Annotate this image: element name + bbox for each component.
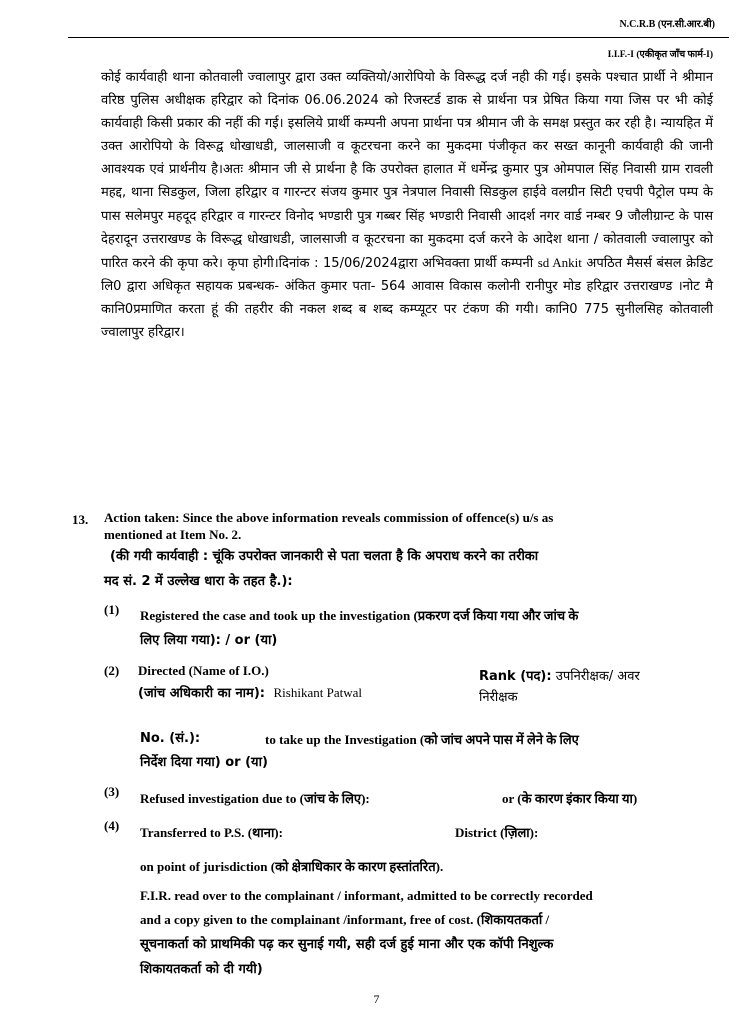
item-3-or: or (के कारण इंकार किया या): [502, 791, 638, 806]
section-number: 13.: [72, 512, 89, 527]
item-2-number: (2): [104, 663, 120, 678]
item-2-directed-hi: [138, 683, 362, 701]
no-label: No. (सं.):: [140, 731, 201, 746]
section-title-line2: mentioned at Item No. 2.: [104, 527, 242, 542]
header-form: I.I.F.-I (एकीकृत जाँच फार्म-I): [607, 50, 713, 60]
section-hindi-line1: (की गयी कार्यवाही : चूंकि उपरोक्त जानकारी से पता चलता है कि अपराध करने का तरीका: [110, 549, 539, 564]
investigation-line1: to take up the Investigation (को जांच अपने पास में लेने के लिए: [265, 732, 579, 747]
narrative-text-2: अपठित मैसर्स बंसल क्रेडिट लि0 द्वारा अधिकृत सहायक प्रबन्धक- अंकित कुमार पता- 564 आवास विकास कलोनी रानीपुर मोड हरिद्वार उत्तराखण्ड ।नोट मै कानि0प्रमाणित करता हूं की तहरीर की नकल शब्द ब शब्द कम्प्यूटर पर टंकण की गयी। कानि0 775 सुनीलसिह कोतवाली ज्वालापुर हरिद्वार।: [101, 255, 713, 341]
investigation-line2: निर्देश दिया गया) or (या): [140, 755, 268, 770]
fir-line1: F.I.R. read over to the complainant / informant, admitted to be correctly recorded: [140, 888, 593, 903]
header-rule: [68, 37, 729, 38]
item-2-directed: Directed (Name of I.O.): [138, 663, 269, 678]
io-label: (जांच अधिकारी का नाम):: [138, 686, 265, 701]
fir-line2: and a copy given to the complainant /informant, free of cost. (शिकायतकर्ता /: [140, 912, 550, 927]
item-1-line1: Registered the case and took up the investigation (प्रकरण दर्ज किया गया और जांच के: [140, 608, 579, 623]
item-1-number: (1): [104, 602, 120, 617]
signatory: sd Ankit: [537, 254, 582, 270]
item-4-district: District (ज़िला):: [455, 825, 539, 840]
rank-block: [479, 666, 640, 708]
item-4-jurisdiction: on point of jurisdiction (को क्षेत्राधिकार के कारण हस्तांतरित).: [140, 859, 444, 874]
rank-value-2: निरीक्षक: [479, 690, 518, 705]
item-1-line2: लिए लिया गया): / or (या): [140, 633, 278, 648]
rank-label: Rank (पद):: [479, 669, 552, 684]
item-3-refused: Refused investigation due to (जांच के लिए):: [140, 791, 370, 806]
item-4-transferred: Transferred to P.S. (थाना):: [140, 825, 283, 840]
rank-value-1: उपनिरीक्षक/ अवर: [555, 669, 640, 684]
section-title-line1: Action taken: Since the above information reveals commission of offence(s) u/s as: [104, 510, 554, 525]
item-4-number: (4): [104, 818, 120, 833]
item-3-number: (3): [104, 784, 120, 799]
fir-line4: शिकायतकर्ता को दी गयी): [140, 962, 263, 977]
io-name: Rishikant Patwal: [273, 685, 362, 700]
header-org: N.C.R.B (एन.सी.आर.बी): [619, 19, 715, 30]
page-number: 7: [373, 992, 380, 1006]
narrative-text: कोई कार्यवाही थाना कोतवाली ज्वालापुर द्वारा उक्त व्यक्तियो/आरोपियो के विरूद्ध दर्ज नही की गई। इसके पश्चात प्रार्थी ने श्रीमान वरिष्ठ पुलिस अधीक्षक हरिद्वार को दिनांक 06.06.2024 को रिजस्टर्ड डाक से प्रार्थना पत्र प्रेषित किया गया जिस पर भी कोई कार्यवाही किसी प्रकार की नहीं की गई। इसलिये प्रार्थी कम्पनी अपना प्रार्थना पत्र श्रीमान जी के समक्ष प्रस्तुत कर रही है। न्यायहित में उक्त आरोपियो के विरूद्व धोखाधडी, जालसाजी व कूटरचना करने का मुकदमा पंजीकृत कर सख्त कानूनी कार्यवाही की जानी आवश्यक एवं प्रार्थनीय है।अतः श्रीमान जी से प्रार्थना है कि उपरोक्त हालात में धर्मेन्द्र कुमार पुत्र ओमपाल सिंह निवासी ग्राम रावली महद्द, थाना सिडकुल, जिला हरिद्वार व गारन्टर संजय कुमार पुत्र नेत्रपाल निवासी सिडकुल हाईवे वलग्रीन सिटी एचपी पैट्रोल पम्प के पास सलेमपुर महदूद हरिद्वार व गारन्टर विनोद भण्डारी पुत्र गब्बर सिंह भण्डारी निवासी आदर्श नगर वार्ड नम्बर 9 जौलीग्रान्ट के पास देहरादून उत्तराखण्ड के विरूद्ध धोखाधडी, जालसाजी व कूटरचना का मुकदमा दर्ज करने के आदेश थाना / कोतवाली ज्वालापुर को पारित करने की कृपा करे। कृपा होगी।दिनांक : 15/06/2024द्वारा अभिवक्ता प्रार्थी कम्पनी: [101, 70, 713, 271]
section-hindi-line2: मद सं. 2 में उल्लेख धारा के तहत है.):: [104, 574, 293, 589]
narrative-paragraph: [101, 66, 713, 344]
fir-line3: सूचनाकर्ता को प्राथमिकी पढ़ कर सुनाई गयी, सही दर्ज हुई माना और एक कॉपी निशुल्क: [140, 937, 554, 952]
